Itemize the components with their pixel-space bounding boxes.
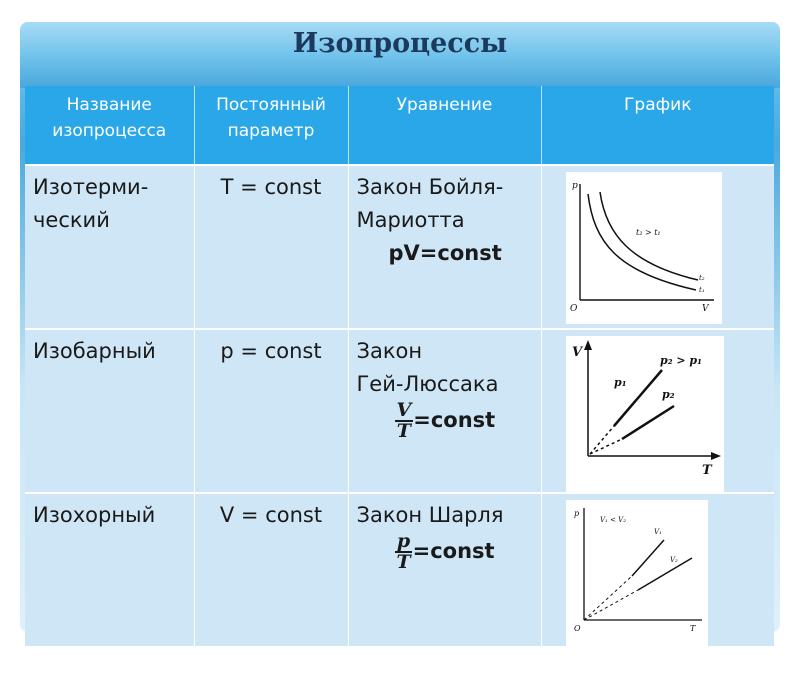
graph-cell (541, 329, 774, 493)
isochore-line-v2 (638, 558, 692, 590)
law-name-line: Закон (356, 339, 423, 363)
graph-cell (541, 493, 774, 646)
header-equation (348, 86, 541, 165)
slide-title: Изопроцессы (292, 28, 508, 59)
law-name-line: Мариотта (356, 208, 465, 232)
process-name-line: ческий (33, 208, 110, 232)
equation-cell (348, 165, 541, 329)
formula-fraction (395, 532, 413, 572)
table-row (25, 329, 774, 493)
formula-rest: =const (413, 408, 496, 432)
volume-relation-label: V₁ < V₂ (599, 516, 626, 524)
header-process-name (25, 86, 194, 165)
process-name-cell (25, 329, 194, 493)
formula-rest: =const (412, 539, 495, 563)
extrapolation-v1 (584, 576, 632, 620)
isotherm-graph (566, 172, 722, 324)
table-row (25, 165, 774, 329)
pressure-relation-label: p₂ > p₁ (659, 354, 702, 367)
extrapolation-v2 (584, 590, 638, 620)
fraction-denominator: T (396, 420, 411, 442)
header-name-line2: изопроцесса (52, 121, 167, 141)
formula: pV=const (388, 241, 502, 265)
formula (357, 532, 533, 572)
equation-cell (348, 493, 541, 646)
fraction-numerator: p (396, 530, 411, 552)
fraction-numerator: V (396, 399, 412, 421)
formula (357, 401, 533, 441)
header-name-line1: Название (66, 95, 152, 115)
extrapolation-p2 (590, 439, 622, 454)
curve-label-t2: t₂ (698, 274, 705, 282)
law-name-line: Гей-Люссака (356, 372, 499, 396)
process-name-cell (25, 493, 194, 646)
header-equation-label: Уравнение (396, 95, 493, 115)
constant-parameter: p = const (220, 339, 322, 363)
fraction-denominator: T (396, 551, 411, 573)
y-axis-label: p (573, 509, 579, 518)
constant-parameter-cell (194, 329, 348, 493)
y-axis-label: V (571, 345, 582, 360)
isochore-graph (566, 500, 708, 646)
line-label-v2: V₂ (669, 556, 678, 564)
y-axis-label: p (571, 181, 578, 191)
formula-fraction (395, 401, 414, 441)
isobar-graph (566, 336, 724, 492)
process-name-line: Изотерми- (33, 175, 149, 199)
origin-label: O (573, 624, 581, 633)
law-name-line: Закон Шарля (356, 503, 504, 527)
y-axis-arrow (584, 340, 592, 350)
constant-parameter-cell (194, 165, 348, 329)
header-graph-label: График (624, 95, 692, 115)
table-row (25, 493, 774, 646)
isobar-line-p2 (622, 406, 674, 439)
graph-cell (541, 165, 774, 329)
x-axis-label: T (689, 624, 695, 633)
header-param-line1: Постоянный (216, 95, 326, 115)
equation-cell (348, 329, 541, 493)
x-axis-label: V (701, 304, 708, 314)
constant-parameter-cell (194, 493, 348, 646)
line-label-v1: V₁ (653, 528, 662, 536)
origin-label: O (569, 304, 577, 314)
process-name-cell (25, 165, 194, 329)
law-name-line: Закон Бойля- (356, 175, 504, 199)
extrapolation-p1 (590, 426, 614, 454)
curve-label-t1: t₁ (698, 286, 705, 294)
isochore-line-v1 (632, 540, 664, 576)
line-label-p2: p₂ (661, 388, 675, 401)
x-axis-arrow (711, 452, 721, 460)
line-label-p1: p₁ (613, 376, 627, 389)
header-graph (541, 86, 774, 165)
process-name-line: Изохорный (33, 503, 156, 527)
x-axis-label: T (701, 463, 712, 478)
process-name-line: Изобарный (33, 339, 156, 363)
table-header-row (25, 86, 774, 165)
header-constant-parameter (194, 86, 348, 165)
temperature-relation-label: t₂ > t₁ (635, 228, 661, 237)
header-param-line2: параметр (227, 121, 315, 141)
constant-parameter: V = const (219, 503, 323, 527)
isoprocess-table (25, 86, 774, 646)
constant-parameter: T = const (220, 175, 322, 199)
